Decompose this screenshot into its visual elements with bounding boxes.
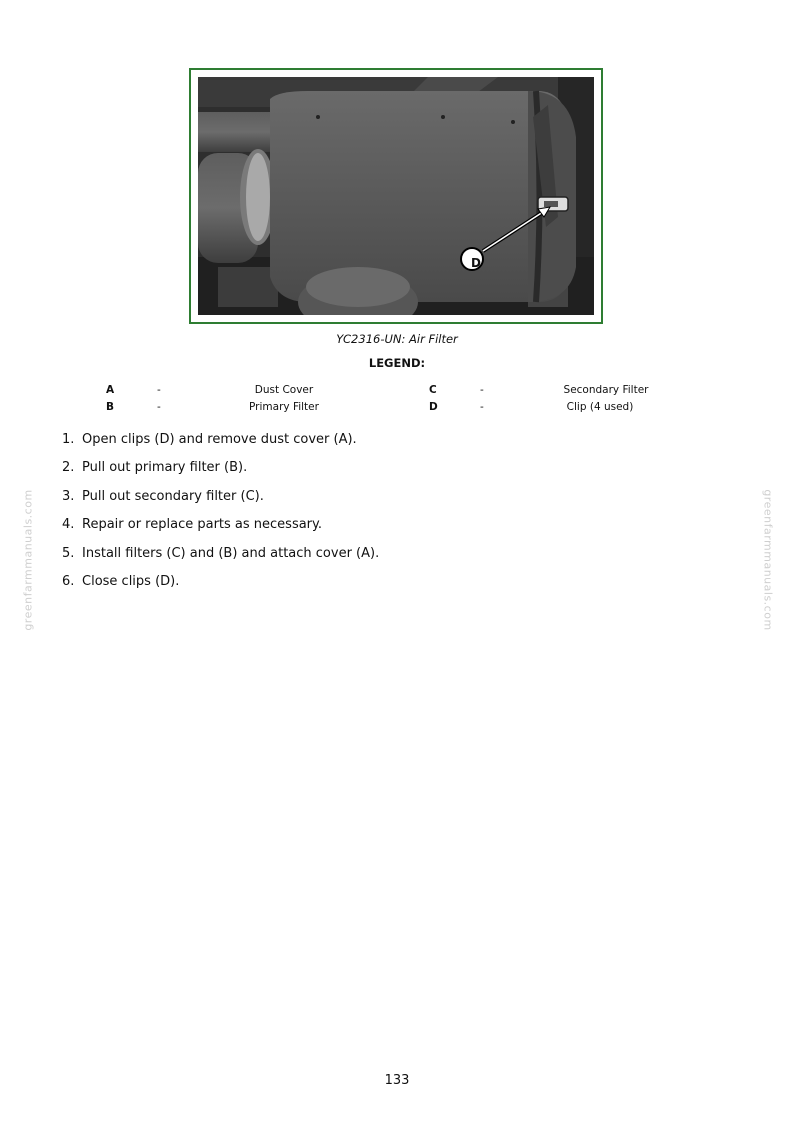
legend-item-d (0, 401, 794, 415)
step-item (62, 432, 379, 460)
step-number: 2. (62, 460, 75, 476)
figure-frame (189, 68, 603, 324)
step-text: Repair or replace parts as necessary. (82, 517, 322, 533)
legend-dash: - (480, 401, 484, 413)
page-number: 133 (384, 1073, 410, 1088)
step-item (62, 460, 379, 488)
step-number: 6. (62, 573, 75, 589)
legend-dash: - (157, 401, 161, 413)
legend-value: Secondary Filter (563, 384, 649, 396)
legend-value: Clip (4 used) (566, 401, 634, 413)
legend-item-c (0, 384, 794, 398)
figure-caption: YC2316-UN: Air Filter (336, 332, 458, 346)
watermark-right: greenfarmmanuals.com (761, 489, 775, 631)
legend-title: LEGEND: (368, 356, 426, 370)
step-number: 5. (62, 545, 75, 561)
legend-key: B (106, 401, 115, 413)
legend-value: Primary Filter (249, 401, 319, 413)
step-number: 1. (62, 432, 75, 447)
step-item (62, 546, 379, 574)
step-text: Open clips (D) and remove dust cover (A). (82, 432, 357, 447)
legend-key: C (429, 384, 437, 396)
step-number: 3. (62, 488, 75, 504)
step-item (62, 489, 379, 517)
legend-value: Dust Cover (254, 384, 314, 396)
step-number: 4. (62, 517, 75, 533)
procedure-steps (62, 432, 379, 602)
legend-dash: - (480, 384, 484, 396)
step-text: Install filters (C) and (B) and attach cover (A). (82, 545, 380, 561)
legend-key: D (429, 401, 438, 413)
legend-dash: - (157, 384, 161, 396)
step-text: Pull out secondary filter (C). (82, 488, 264, 504)
step-text: Pull out primary filter (B). (82, 460, 248, 476)
air-filter-photo (198, 77, 594, 315)
step-text: Close clips (D). (82, 573, 180, 589)
step-item (62, 517, 379, 545)
callout-label-d: D (471, 256, 481, 270)
legend-key: A (106, 384, 115, 396)
watermark-left: greenfarmmanuals.com (21, 489, 35, 631)
step-item (62, 574, 379, 602)
